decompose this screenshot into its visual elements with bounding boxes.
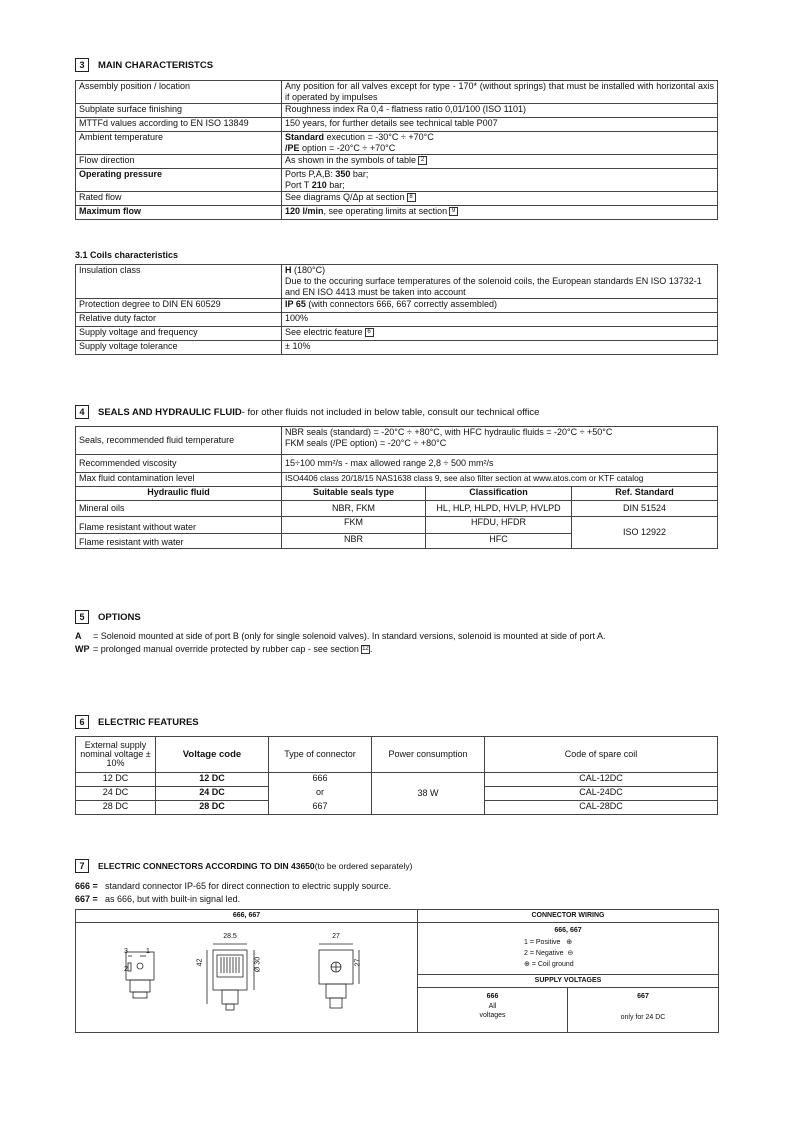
section-number: 3	[75, 58, 89, 72]
wiring-item: ⊕ = Coil ground	[524, 961, 574, 968]
section-number: 4	[75, 405, 89, 419]
seals-fluid-table	[75, 426, 718, 549]
front-view-drawing	[207, 944, 254, 1010]
divider	[418, 974, 718, 975]
table-row: 24 DC 24 DC CAL-24DC	[76, 787, 718, 801]
wiring-item: 1 = Positive ⊕	[524, 939, 573, 946]
connector-box: 666, 667 3 1 2 28.5 42 Ø 30 27 27 CONNECTOR WIRING 666, 667 1 = Positive ⊕ 2 = Negative ⊖ ⊕ = Coil ground SUPPLY VOLTAGES 666 All voltages 667 only for 24 DC	[75, 909, 719, 1033]
table-header-row: Hydraulic fluid Suitable seals type Classification Ref. Standard	[76, 487, 718, 501]
section-7-title: 7 ELECTRIC CONNECTORS ACCORDING TO DIN 43650 (to be ordered separately)	[75, 859, 412, 873]
table-row: Maximum flow 120 l/min, see operating limits at section 9	[76, 206, 718, 220]
table-row: Flame resistant with water NBR HFC	[76, 534, 718, 549]
connector-666-desc: 666 = standard connector IP-65 for direct connection to electric supply source.	[75, 881, 392, 891]
table-row: Flow direction As shown in the symbols of table 2	[76, 155, 718, 169]
table-row: Recommended viscosity 15÷100 mm²/s - max allowed range 2,8 ÷ 500 mm²/s	[76, 455, 718, 473]
section-number: 6	[75, 715, 89, 729]
wiring-item: 2 = Negative ⊖	[524, 950, 574, 957]
option-a: A = Solenoid mounted at side of port B (only for single solenoid valves). In standard versions, solenoid is mounted at side of port A.	[75, 631, 606, 641]
section-ref[interactable]: 8	[407, 193, 416, 202]
section-4-title: 4 SEALS AND HYDRAULIC FLUID - for other fluids not included in below table, consult our technical office	[75, 405, 539, 419]
section-5-title: 5 OPTIONS	[75, 610, 141, 624]
divider	[418, 922, 718, 923]
table-header-row: External supply nominal voltage ± 10% Voltage code Type of connector Power consumption Code of spare coil	[76, 737, 718, 773]
table-row: 12 DC 12 DC 666 or 667 38 W CAL-12DC	[76, 773, 718, 787]
table-row: Supply voltage and frequency See electric feature 6	[76, 327, 718, 341]
table-row: MTTFd values according to EN ISO 13849 150 years, for further details see technical table P007	[76, 118, 718, 132]
divider	[418, 987, 718, 988]
table-row: Insulation class H (180°C) Due to the occuring surface temperatures of the solenoid coils, the European standards EN ISO 13732-1 and EN ISO 4413 must be taken into account	[76, 265, 718, 299]
section-3-title: 3 MAIN CHARACTERISTCS	[75, 58, 213, 72]
section-ref[interactable]: 12	[362, 646, 369, 653]
table-row: 28 DC 28 DC CAL-28DC	[76, 801, 718, 815]
table-row: Mineral oils NBR, FKM HL, HLP, HLPD, HVLP, HVLPD DIN 51524	[76, 501, 718, 517]
table-row: Assembly position / location Any position for all valves except for type - 170* (without springs) that must be installed with horizontal axis if operated by impulses	[76, 81, 718, 104]
table-row: Rated flow See diagrams Q/Δp at section 8	[76, 192, 718, 206]
side-view-drawing	[319, 944, 359, 1008]
electric-features-table	[75, 736, 718, 815]
main-characteristics-table	[75, 80, 718, 220]
coils-subtitle: 3.1 Coils characteristics	[75, 250, 179, 260]
connector-667-desc: 667 = as 666, but with built-in signal led.	[75, 894, 241, 904]
table-row: Flame resistant without water FKM HFDU, HFDR ISO 12922	[76, 517, 718, 534]
section-ref[interactable]: 9	[449, 207, 458, 216]
section-6-title: 6 ELECTRIC FEATURES	[75, 715, 199, 729]
section-ref[interactable]: 2	[418, 156, 427, 165]
table-row: Max fluid contamination level ISO4406 class 20/18/15 NAS1638 class 9, see also filter section at www.atos.com or KTF catalog	[76, 473, 718, 487]
pin-face-drawing	[126, 952, 154, 998]
coils-table	[75, 264, 718, 355]
option-wp: WP = prolonged manual override protected by rubber cap - see section 12.	[75, 644, 373, 654]
table-row: Protection degree to DIN EN 60529 IP 65 (with connectors 666, 667 correctly assembled)	[76, 299, 718, 313]
table-row: Seals, recommended fluid temperature NBR seals (standard) = -20°C ÷ +80°C, with HFC hydraulic fluids = -20°C ÷ +50°C FKM seals (/PE option) = -20°C ÷ +80°C	[76, 427, 718, 455]
table-row: Relative duty factor 100%	[76, 313, 718, 327]
section-number: 5	[75, 610, 89, 624]
table-row: Supply voltage tolerance ± 10%	[76, 341, 718, 355]
table-row: Ambient temperature Standard execution = -30°C ÷ +70°C /PE option = -20°C ÷ +70°C	[76, 132, 718, 155]
section-ref[interactable]: 6	[365, 328, 374, 337]
table-row: Subplate surface finishing Roughness index Ra 0,4 - flatness ratio 0,01/100 (ISO 1101)	[76, 104, 718, 118]
table-row: Operating pressure Ports P,A,B: 350 bar; Port T 210 bar;	[76, 169, 718, 192]
connector-drawing	[76, 923, 417, 1031]
section-number: 7	[75, 859, 89, 873]
